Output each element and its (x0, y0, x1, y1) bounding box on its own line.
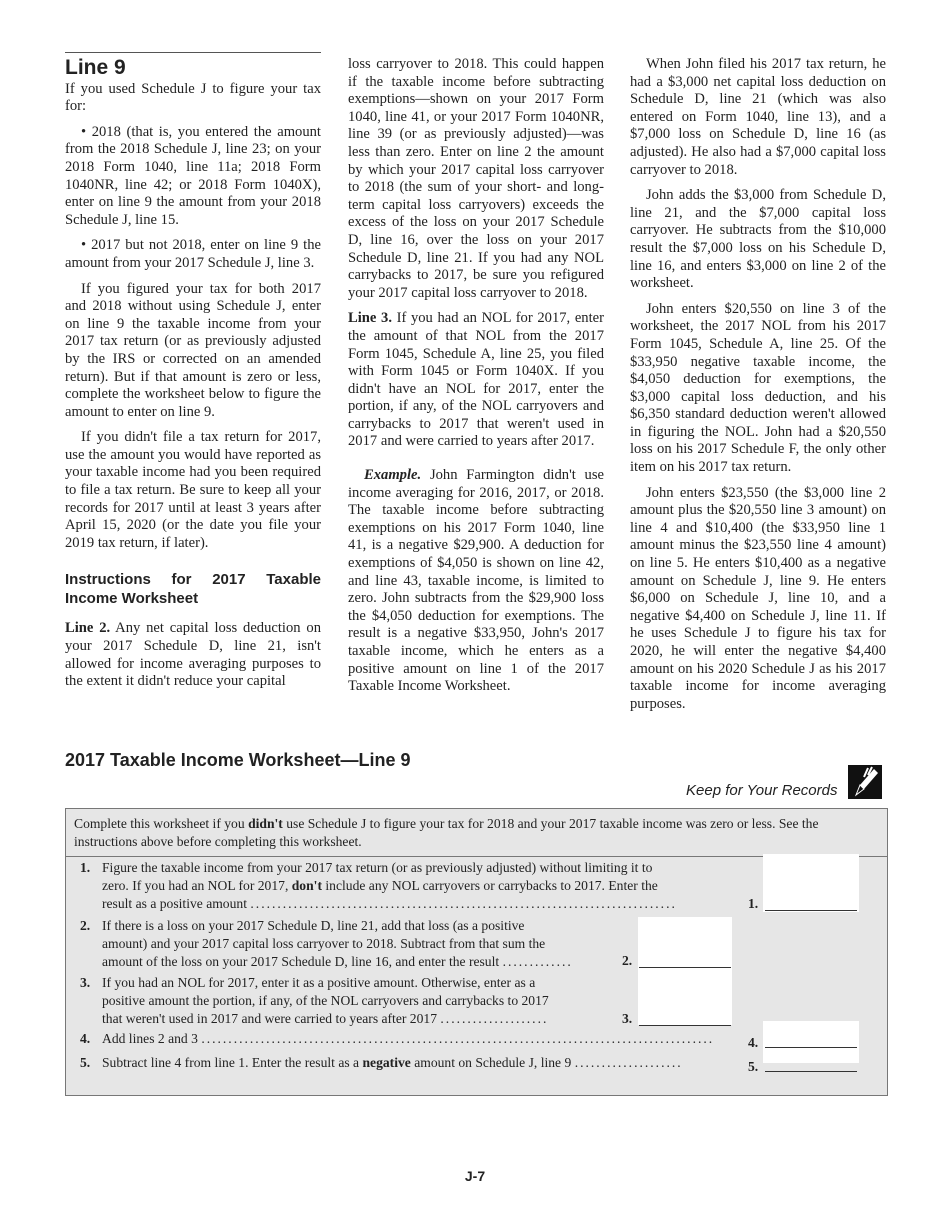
lead: Line 2. (65, 620, 111, 637)
line-text: Figure the taxable income from your 2017 tax return (or as previously adjusted) without limiting it to zero. If you had an NOL for 2017, don't include any NOL carryovers or carrybacks to 2017. Enter the result as a positive amount ............................................................................... (102, 859, 762, 913)
text: Any net capital loss deduction on your 2017 Schedule D, line 21, isn't allowed for income averaging purposes to the extent it didn't reduce your capital (65, 620, 321, 690)
line-4-field[interactable] (765, 1047, 857, 1048)
paragraph: • 2017 but not 2018, enter on line 9 the amount from your 2017 Schedule J, line 3. (65, 237, 321, 271)
text: zero. If you had an NOL for 2017, (102, 878, 292, 893)
pencil-icon (848, 765, 882, 799)
text: amount on Schedule J, line 9 (410, 1055, 572, 1070)
line-number: 4. (80, 1031, 91, 1046)
line-1-input[interactable] (763, 854, 859, 912)
column-2 (348, 56, 604, 704)
line-label: 2. (622, 953, 633, 968)
line-3-field[interactable] (639, 1025, 731, 1026)
text: If there is a loss on your 2017 Schedule D, line 21, add that loss (as a positive (102, 918, 525, 933)
line-number: 5. (80, 1055, 91, 1070)
line-number: 1. (80, 860, 91, 875)
lead: Example. (364, 467, 422, 484)
text: Figure the taxable income from your 2017 tax return (or as previously adjusted) without limiting it to (102, 860, 653, 875)
page-number: J-7 (464, 1168, 486, 1184)
line-number: 2. (80, 918, 91, 933)
worksheet-title: 2017 Taxable Income Worksheet—Line 9 (65, 750, 411, 770)
text: amount) and your 2017 capital loss carryover to 2018. Subtract from that sum the (102, 936, 546, 951)
line-2-field[interactable] (639, 967, 731, 968)
paragraph: If you figured your tax for both 2017 and 2018 without using Schedule J, enter on line 9 the taxable income from your 2017 tax return (or as previously adjusted by the IRS or corrected on an amended return). But if that amount is zero or less, complete the worksheet below to figure the amount to enter on line 9. (65, 280, 321, 420)
text: Subtract line 4 from line 1. Enter the result as a (102, 1055, 363, 1070)
instructions-subheading: Instructions for 2017 Taxable Income Worksheet (65, 571, 321, 608)
text: that weren't used in 2017 and were carried to years after 2017 (102, 1011, 437, 1026)
paragraph: • 2018 (that is, you entered the amount from the 2018 Schedule J, line 23; on your 2018 Form 1040, line 11a; 2018 Form 1040NR, line 42; or 2018 Form 1040X), enter on line 9 the amount from your 2018 Schedule J, line 15. (65, 123, 321, 228)
column-1 (65, 52, 321, 699)
text: If you had an NOL for 2017, enter the amount of that NOL from the 2017 Form 1045, Schedule A, line 25, you filed with Form 1045 or Form 1040X. If you didn't have an NOL for 2017, enter the portion, if any, of the NOL carryovers and carrybacks to 2017 that weren't used in 2017 and were carried to years after 2017. (348, 310, 604, 450)
paragraph: John adds the $3,000 from Schedule D, line 21, and the $7,000 capital loss carryover. He subtracts from the $10,000 result the $7,000 loss on his Schedule D, line 16, and enters $3,000 on line 2 of the worksheet. (630, 187, 886, 292)
text: Complete this worksheet if you (74, 816, 249, 831)
keep-records-label: Keep for Your Records (686, 782, 838, 799)
text: amount of the loss on your 2017 Schedule D, line 16, and enter the result (102, 954, 500, 969)
paragraph (348, 310, 604, 451)
line-label: 4. (748, 1035, 759, 1050)
worksheet: Complete this worksheet if you didn't use Schedule J to figure your tax for 2018 and your 2017 taxable income was zero or less. See the instructions above before completing this worksheet. 1. Figure the taxable income from your 2017 tax return (or as previously adjusted) without limiting it to zero. If you had an NOL for 2017, don't include any NOL carryovers or carrybacks to 2017. Enter the result as a positive amount ............................................................................... 1. 2. If there is a loss on your 2017 Schedule D, line 21, add that loss (as a positive amount) and your 2017 capital loss carryover to 2018. Subtract from that sum the amount of the loss on your 2017 Schedule D, line 16, and enter the result ............. 2. 3. If you had an NOL for 2017, enter it as a positive amount. Otherwise, enter as a positive amount the portion, if any, of the NOL carryovers and carrybacks to 2017 that weren't used in 2017 and were carried to years after 2017 .................... 3. 4. Add lines 2 and 3 ............................................................................................... 4. 5. Subtract line 4 from line 1. Enter the result as a negative amount on Schedule J, line 9 .................... 5. (65, 808, 888, 1096)
paragraph: When John filed his 2017 tax return, he had a $3,000 net capital loss deduction on Schedule D, line 21 (which was also entered on Form 1040, line 13), and a $7,000 loss on Schedule D, line 16 (as adjusted). He also had a $7,000 capital loss carryover to 2018. (630, 56, 886, 178)
text: John Farmington didn't use income averaging for 2016, 2017, or 2018. The taxable income before subtracting exemptions on his 2017 Form 1040, line 41, is a negative $29,900. A deduction for exemptions of $4,050 is shown on line 42, and line 43, taxable income, is limited to zero. John subtracts from the $29,900 loss the $4,050 deduction for exemptions. The result is a negative $33,950, John's 2017 taxable income, which he enters as a positive amount on line 1 of the 2017 Taxable Income Worksheet. (348, 467, 604, 695)
line-label: 3. (622, 1011, 633, 1026)
paragraph: If you didn't file a tax return for 2017, use the amount you would have reported as your taxable income had you been required to file a tax return. Be sure to keep all your records for 2017 until at least 3 years after April 15, 2020 (or the date you file your 2019 tax return, if later). (65, 429, 321, 551)
paragraph: John enters $20,550 on line 3 of the worksheet, the 2017 NOL from his 2017 Form 1045, Schedule A, line 25. Of the $33,950 negative taxable income, the $4,050 deduction for exemptions, the $3,000 capital loss deduction, and his $6,350 standard deduction weren't allowed in figuring the NOL. John had a $20,550 loss on his 2017 Schedule F, the only other item on his 2017 tax return. (630, 300, 886, 476)
text: If you had an NOL for 2017, enter it as a positive amount. Otherwise, enter as a (102, 975, 536, 990)
line-label: 1. (748, 896, 759, 911)
paragraph: loss carryover to 2018. This could happen if the taxable income before subtracting exemptions—shown on your 2017 Form 1040, line 41, or your 2017 Form 1040NR, line 39 (or as previously adjusted)—was less than zero. Enter on line 2 the amount by which your 2017 capital loss carryover to 2018 (the sum of your short- and long-term capital loss carryovers) exceeds the excess of the loss on your 2017 Schedule D, line 16, over the loss on your 2017 Schedule D, line 21. If you had any NOL carrybacks to 2017, be sure you refigured your 2017 capital loss carryover to 2018. (348, 56, 604, 301)
column-3 (630, 56, 886, 721)
text: Add lines 2 and 3 (102, 1031, 198, 1046)
text: don't (291, 878, 322, 893)
text: use Schedule J to figure your tax for 2018 and your 2017 taxable income was zero or less. See the instructions above before completing this worksheet. (74, 816, 819, 849)
text: result as a positive amount (102, 896, 247, 911)
line-2-3-input-area[interactable] (638, 917, 732, 1025)
line-4-5-input-area[interactable] (763, 1021, 859, 1063)
paragraph (65, 620, 321, 690)
text: negative (362, 1055, 411, 1070)
text: include any NOL carryovers or carrybacks to 2017. Enter the (321, 878, 658, 893)
text: positive amount the portion, if any, of the NOL carryovers and carrybacks to 2017 (102, 993, 549, 1008)
line-9-heading: Line 9 (65, 56, 126, 79)
text (102, 877, 762, 895)
paragraph (348, 467, 604, 696)
worksheet-intro (66, 809, 887, 857)
lead: Line 3. (348, 310, 392, 327)
line-label: 5. (748, 1059, 759, 1074)
paragraph: If you used Schedule J to figure your tax for: (65, 80, 321, 115)
text: didn't (248, 816, 283, 831)
line-1-field[interactable] (765, 910, 857, 911)
paragraph: John enters $23,550 (the $3,000 line 2 amount plus the $20,550 line 3 amount) on line 4 and $10,400 (the $33,950 line 1 amount minus the $23,550 line 4 amount) on line 5. He enters $10,400 as a negative amount on Schedule J, line 9. He enters $6,000 on Schedule J, line 10, and a negative $4,400 on Schedule J, line 11. If he uses Schedule J to figure his tax for 2020, he will enter the negative $4,400 amount on his 2020 Schedule J as his 2017 taxable income for income averaging purposes. (630, 484, 886, 712)
line-5-field[interactable] (765, 1071, 857, 1072)
line-number: 3. (80, 975, 91, 990)
